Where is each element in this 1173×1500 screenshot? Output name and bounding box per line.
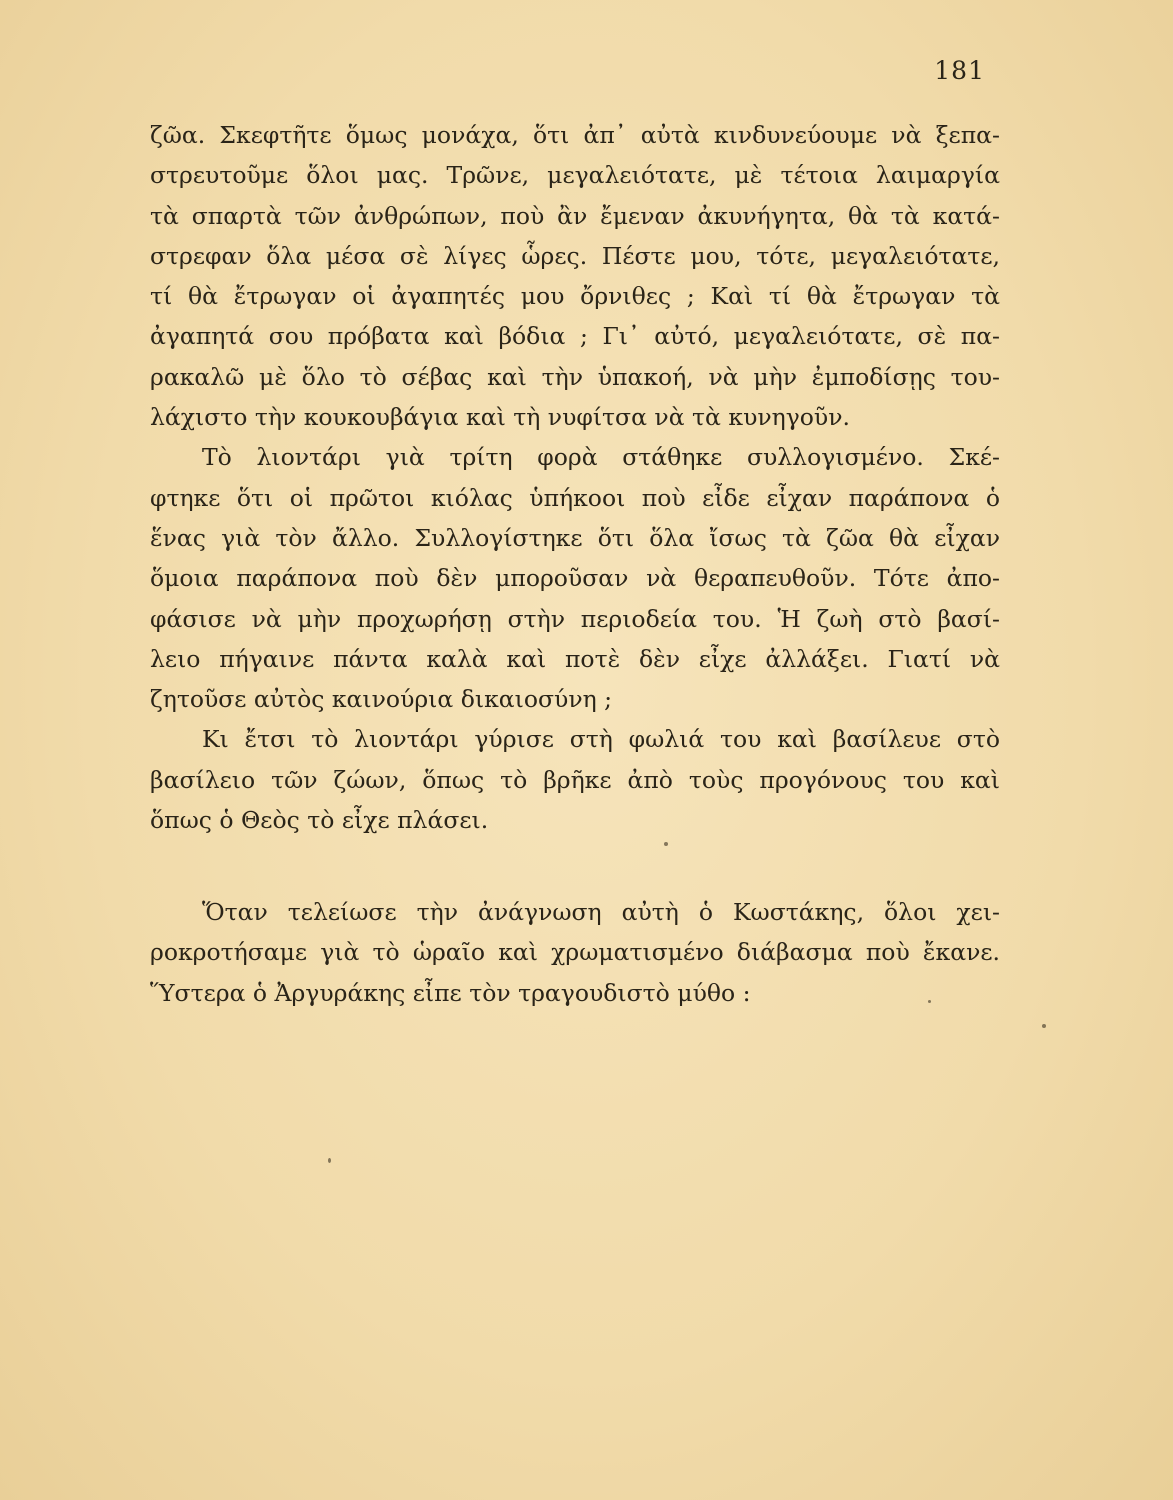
text-line: Κι ἔτσι τὸ λιοντάρι γύρισε στὴ φωλιά του καὶ βασίλευε στὸ xyxy=(202,725,1000,754)
text-line: ρακαλῶ μὲ ὅλο τὸ σέβας καὶ τὴν ὑπακοή, νὰ μὴν ἐμποδίσῃς του- xyxy=(150,362,1000,391)
paragraph-applause xyxy=(150,892,1000,1013)
closing-text xyxy=(150,892,1000,1013)
text-line: στρεφαν ὅλα μέσα σὲ λίγες ὧρες. Πέστε μου, τότε, μεγαλειότατε, xyxy=(150,241,1000,270)
text-line: στρευτοῦμε ὅλοι μας. Τρῶνε, μεγαλειότατε, μὲ τέτοια λαιμαργία xyxy=(150,161,1000,190)
text-line: ροκροτήσαμε γιὰ τὸ ὡραῖο καὶ χρωματισμένο διάβασμα ποὺ ἔκανε. xyxy=(150,938,1000,967)
ink-speck xyxy=(928,1000,931,1003)
text-line: ζητοῦσε αὐτὸς καινούρια δικαιοσύνη ; xyxy=(150,685,613,714)
text-line: φάσισε νὰ μὴν προχωρήσῃ στὴν περιοδεία του. Ἡ ζωὴ στὸ βασί- xyxy=(150,604,1000,633)
text-line: Ὕστερα ὁ Ἀργυράκης εἶπε τὸν τραγουδιστὸ μύθο : xyxy=(150,978,751,1007)
main-text xyxy=(150,115,1000,840)
text-line: Ὅταν τελείωσε τὴν ἀνάγνωση αὐτὴ ὁ Κωστάκης, ὅλοι χει- xyxy=(202,898,1000,926)
text-line: Τὸ λιοντάρι γιὰ τρίτη φορὰ στάθηκε συλλογισμένο. Σκέ- xyxy=(202,443,1000,472)
text-line: ζῶα. Σκεφτῆτε ὅμως μονάχα, ὅτι ἀπ᾽ αὐτὰ κινδυνεύουμε νὰ ξεπα- xyxy=(150,121,1000,149)
ink-speck xyxy=(1042,1024,1046,1028)
text-line: λάχιστο τὴν κουκουβάγια καὶ τὴ νυφίτσα νὰ τὰ κυνηγοῦν. xyxy=(150,403,850,432)
paragraph-continuation xyxy=(150,115,1000,437)
ink-speck xyxy=(328,1158,331,1163)
text-line: ἕνας γιὰ τὸν ἄλλο. Συλλογίστηκε ὅτι ὅλα ἴσως τὰ ζῶα θὰ εἶχαν xyxy=(150,523,1000,552)
text-line: ὅπως ὁ Θεὸς τὸ εἶχε πλάσει. xyxy=(150,806,489,835)
text-line: τί θὰ ἔτρωγαν οἱ ἀγαπητές μου ὄρνιθες ; Καὶ τί θὰ ἔτρωγαν τὰ xyxy=(150,282,1000,311)
text-line: τὰ σπαρτὰ τῶν ἀνθρώπων, ποὺ ἂν ἔμεναν ἀκυνήγητα, θὰ τὰ κατά- xyxy=(150,201,1000,230)
text-line: φτηκε ὅτι οἱ πρῶτοι κιόλας ὑπήκοοι ποὺ εἶδε εἶχαν παράπονα ὁ xyxy=(150,483,1000,512)
paragraph-lion-thinks xyxy=(150,437,1000,719)
text-line: ὅμοια παράπονα ποὺ δὲν μποροῦσαν νὰ θεραπευθοῦν. Τότε ἀπο- xyxy=(150,564,1000,593)
text-line: λειο πήγαινε πάντα καλὰ καὶ ποτὲ δὲν εἶχε ἀλλάξει. Γιατί νὰ xyxy=(150,644,1000,673)
page-number: 181 xyxy=(934,56,985,85)
text-line: βασίλειο τῶν ζώων, ὅπως τὸ βρῆκε ἀπὸ τοὺς προγόνους του καὶ xyxy=(150,765,1000,794)
text-line: ἀγαπητά σου πρόβατα καὶ βόδια ; Γι᾽ αὐτό, μεγαλειότατε, σὲ πα- xyxy=(150,322,1000,351)
paragraph-lion-returns xyxy=(150,719,1000,840)
ink-speck xyxy=(664,842,668,846)
